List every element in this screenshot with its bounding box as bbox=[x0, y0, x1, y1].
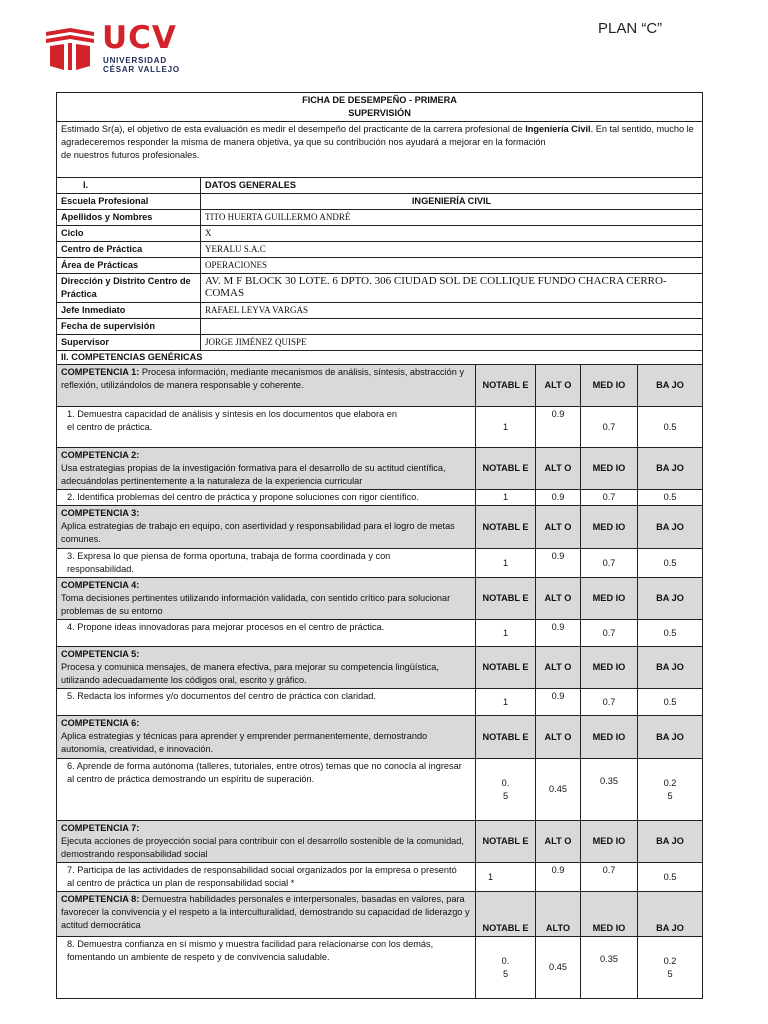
competency-description: COMPETENCIA 4: Toma decisiones pertinentes utilizando información validada, con sentido crítico para solucionar problemas de su entorno bbox=[57, 578, 476, 620]
header-bajo: BA JO bbox=[638, 821, 703, 863]
score-notable: 1 bbox=[476, 490, 536, 506]
field-value: AV. M F BLOCK 30 LOTE. 6 DPTO. 306 CIUDAD SOL DE COLLIQUE FUNDO CHACRA CERRO- COMAS bbox=[201, 274, 703, 303]
score-bajo: 0.5 bbox=[638, 689, 703, 716]
score-notable: 0.5 bbox=[476, 937, 536, 999]
header-medio: MED IO bbox=[581, 892, 638, 937]
competency-description: COMPETENCIA 2: Usa estrategias propias de la investigación formativa para el desarrollo de su actitud científica, adecuándolas pertinentemente a la naturaleza de la experiencia curricular bbox=[57, 448, 476, 490]
score-alto: 0.9 bbox=[536, 863, 581, 892]
field-value: YERALU S.A.C bbox=[201, 242, 703, 258]
logo-subtitle-name: CÉSAR VALLEJO bbox=[103, 65, 180, 74]
competency-header-row bbox=[57, 506, 703, 549]
score-notable: 1 bbox=[476, 549, 536, 578]
competency-item-row bbox=[57, 490, 703, 506]
competency-description: COMPETENCIA 3: Aplica estrategias de trabajo en equipo, con asertividad y responsabilidad para el logro de metas comunes. bbox=[57, 506, 476, 549]
score-bajo: 0.5 bbox=[638, 490, 703, 506]
intro-text bbox=[57, 122, 703, 178]
field-label: Fecha de supervisión bbox=[57, 319, 201, 335]
field-label: Área de Prácticas bbox=[57, 258, 201, 274]
header-bajo: BA JO bbox=[638, 578, 703, 620]
score-alto: 0.45 bbox=[536, 759, 581, 821]
form-title bbox=[57, 93, 703, 122]
score-medio: 0.7 bbox=[581, 490, 638, 506]
field-label: Apellidos y Nombres bbox=[57, 210, 201, 226]
competency-item-row bbox=[57, 407, 703, 448]
score-bajo: 0.5 bbox=[638, 549, 703, 578]
logo-subtitle-university: UNIVERSIDAD bbox=[103, 56, 167, 65]
competency-item: 4. Propone ideas innovadoras para mejorar procesos en el centro de práctica. bbox=[57, 620, 476, 647]
competency-item: 1. Demuestra capacidad de análisis y síntesis en los documentos que elabora en el centro de práctica. bbox=[57, 407, 476, 448]
field-value: TITO HUERTA GUILLERMO ANDRÉ bbox=[201, 210, 703, 226]
intro-post: . En tal sentido, mucho le agradeceremos responder la misma de manera objetiva, ya que su contribución nos ayudará a mejorar en la formación bbox=[61, 124, 694, 147]
header-medio: MED IO bbox=[581, 821, 638, 863]
competency-item-row bbox=[57, 759, 703, 821]
field-row bbox=[57, 242, 703, 258]
score-notable: 1 bbox=[476, 863, 536, 892]
score-bajo: 0.25 bbox=[638, 937, 703, 999]
field-row bbox=[57, 274, 703, 303]
header-bajo: BA JO bbox=[638, 506, 703, 549]
field-row bbox=[57, 303, 703, 319]
header-medio: MED IO bbox=[581, 716, 638, 759]
competency-header-row bbox=[57, 578, 703, 620]
score-medio: 0.7 bbox=[581, 863, 638, 892]
score-alto: 0.9 bbox=[536, 407, 581, 448]
section1-title: DATOS GENERALES bbox=[201, 178, 703, 194]
competency-item: 6. Aprende de forma autónoma (talleres, tutoriales, entre otros) temas que no conocía al ingresar al centro de práctica demostrando un espíritu de superación. bbox=[57, 759, 476, 821]
header-medio: MED IO bbox=[581, 647, 638, 689]
score-notable: 1 bbox=[476, 620, 536, 647]
score-notable: 0.5 bbox=[476, 759, 536, 821]
competency-item-row bbox=[57, 937, 703, 999]
competency-description: COMPETENCIA 5: Procesa y comunica mensajes, de manera efectiva, para mejorar su competencia lingüística, utilizando adecuadamente los códigos oral, escrito y gráfico. bbox=[57, 647, 476, 689]
field-value: RAFAEL LEYVA VARGAS bbox=[201, 303, 703, 319]
competency-description: COMPETENCIA 1: Procesa información, mediante mecanismos de análisis, síntesis, abstracción y reflexión, utilizándolos de manera responsable y coherente. bbox=[57, 365, 476, 407]
field-row bbox=[57, 319, 703, 335]
competency-header-row bbox=[57, 365, 703, 407]
plan-label: PLAN “C” bbox=[598, 20, 663, 37]
section2-title: II. COMPETENCIAS GENÉRICAS bbox=[57, 351, 703, 365]
competency-description: COMPETENCIA 6: Aplica estrategias y técnicas para aprender y emprender permanentemente, demostrando autonomía, creatividad, e innovación. bbox=[57, 716, 476, 759]
header-notable: NOTABL E bbox=[476, 365, 536, 407]
field-label: Escuela Profesional bbox=[57, 194, 201, 210]
competency-item: 5. Redacta los informes y/o documentos del centro de práctica con claridad. bbox=[57, 689, 476, 716]
form-title-line2: SUPERVISIÓN bbox=[348, 108, 411, 118]
intro-last: de nuestros futuros profesionales. bbox=[61, 150, 200, 160]
score-alto: 0.9 bbox=[536, 620, 581, 647]
header-notable: NOTABL E bbox=[476, 448, 536, 490]
field-value: X bbox=[201, 226, 703, 242]
competency-header-row bbox=[57, 716, 703, 759]
competency-item-row bbox=[57, 549, 703, 578]
competency-description: COMPETENCIA 8: Demuestra habilidades personales e interpersonales, basadas en valores, para favorecer la convivencia y el respeto a la interculturalidad, demostrando su capacidad de liderazgo y actitud democrática bbox=[57, 892, 476, 937]
field-label: Dirección y Distrito Centro de Práctica bbox=[57, 274, 201, 303]
competency-item-row bbox=[57, 620, 703, 647]
competency-item-row bbox=[57, 689, 703, 716]
logo-wordmark: UCV bbox=[102, 20, 177, 56]
header-notable: NOTABL E bbox=[476, 647, 536, 689]
score-notable: 1 bbox=[476, 689, 536, 716]
header-bajo: BA JO bbox=[638, 448, 703, 490]
score-medio: 0.7 bbox=[581, 689, 638, 716]
form-title-line1: FICHA DE DESEMPEÑO - PRIMERA bbox=[302, 95, 457, 105]
header-medio: MED IO bbox=[581, 506, 638, 549]
ucv-logo bbox=[44, 20, 194, 74]
section1-row bbox=[57, 178, 703, 194]
score-alto: 0.9 bbox=[536, 490, 581, 506]
competency-header-row bbox=[57, 821, 703, 863]
score-bajo: 0.5 bbox=[638, 407, 703, 448]
competency-header-row bbox=[57, 448, 703, 490]
score-medio: 0.35 bbox=[581, 937, 638, 999]
score-alto: 0.9 bbox=[536, 689, 581, 716]
field-label: Jefe Inmediato bbox=[57, 303, 201, 319]
header-alto: ALT O bbox=[536, 821, 581, 863]
competency-description: COMPETENCIA 7: Ejecuta acciones de proyección social para contribuir con el desarrollo sostenible de la comunidad, demostrando responsabilidad social bbox=[57, 821, 476, 863]
section2-row bbox=[57, 351, 703, 365]
header-bajo: BA JO bbox=[638, 892, 703, 937]
header-alto: ALT O bbox=[536, 365, 581, 407]
header-notable: NOTABL E bbox=[476, 716, 536, 759]
header-notable: NOTABL E bbox=[476, 821, 536, 863]
evaluation-form bbox=[56, 92, 703, 999]
field-label: Ciclo bbox=[57, 226, 201, 242]
score-medio: 0.35 bbox=[581, 759, 638, 821]
competency-header-row bbox=[57, 647, 703, 689]
field-value: OPERACIONES bbox=[201, 258, 703, 274]
score-notable: 1 bbox=[476, 407, 536, 448]
field-value: JORGE JIMÉNEZ QUISPE bbox=[201, 335, 703, 351]
header-notable: NOTABL E bbox=[476, 892, 536, 937]
ucv-emblem-icon bbox=[44, 26, 96, 72]
field-row bbox=[57, 258, 703, 274]
competency-item: 8. Demuestra confianza en sí mismo y muestra facilidad para relacionarse con los demás, fomentando un ambiente de respeto y de convivencia saludable. bbox=[57, 937, 476, 999]
header-notable: NOTABL E bbox=[476, 578, 536, 620]
field-row bbox=[57, 335, 703, 351]
section1-number: I. bbox=[57, 178, 201, 194]
score-bajo: 0.5 bbox=[638, 620, 703, 647]
header-alto: ALT O bbox=[536, 716, 581, 759]
intro-row bbox=[57, 122, 703, 178]
competency-item: 2. Identifica problemas del centro de práctica y propone soluciones con rigor científico. bbox=[57, 490, 476, 506]
header-medio: MED IO bbox=[581, 365, 638, 407]
competency-item: 3. Expresa lo que piensa de forma oportuna, trabaja de forma coordinada y con responsabilidad. bbox=[57, 549, 476, 578]
score-alto: 0.9 bbox=[536, 549, 581, 578]
header-medio: MED IO bbox=[581, 578, 638, 620]
field-row bbox=[57, 194, 703, 210]
score-bajo: 0.5 bbox=[638, 863, 703, 892]
header-bajo: BA JO bbox=[638, 716, 703, 759]
competency-header-row bbox=[57, 892, 703, 937]
header-bajo: BA JO bbox=[638, 365, 703, 407]
field-value bbox=[201, 319, 703, 335]
field-row bbox=[57, 226, 703, 242]
score-medio: 0.7 bbox=[581, 549, 638, 578]
score-alto: 0.45 bbox=[536, 937, 581, 999]
field-row bbox=[57, 210, 703, 226]
field-label: Centro de Práctica bbox=[57, 242, 201, 258]
header-alto: ALT O bbox=[536, 506, 581, 549]
header-alto: ALT O bbox=[536, 578, 581, 620]
header-alto: ALT O bbox=[536, 448, 581, 490]
competency-item-row bbox=[57, 863, 703, 892]
header-medio: MED IO bbox=[581, 448, 638, 490]
header-alto: ALTO bbox=[536, 892, 581, 937]
score-bajo: 0.25 bbox=[638, 759, 703, 821]
header-bajo: BA JO bbox=[638, 647, 703, 689]
field-value: INGENIERÍA CIVIL bbox=[201, 194, 703, 210]
intro-pre: Estimado Sr(a), el objetivo de esta evaluación es medir el desempeño del practicante de la carrera profesional de bbox=[61, 124, 526, 134]
header-alto: ALT O bbox=[536, 647, 581, 689]
intro-career: Ingeniería Civil bbox=[525, 124, 591, 134]
score-medio: 0.7 bbox=[581, 620, 638, 647]
field-label: Supervisor bbox=[57, 335, 201, 351]
score-medio: 0.7 bbox=[581, 407, 638, 448]
header-notable: NOTABL E bbox=[476, 506, 536, 549]
competency-item: 7. Participa de las actividades de responsabilidad social organizados por la empresa o presentó al centro de práctica un plan de responsabilidad social * bbox=[57, 863, 476, 892]
form-title-row bbox=[57, 93, 703, 122]
